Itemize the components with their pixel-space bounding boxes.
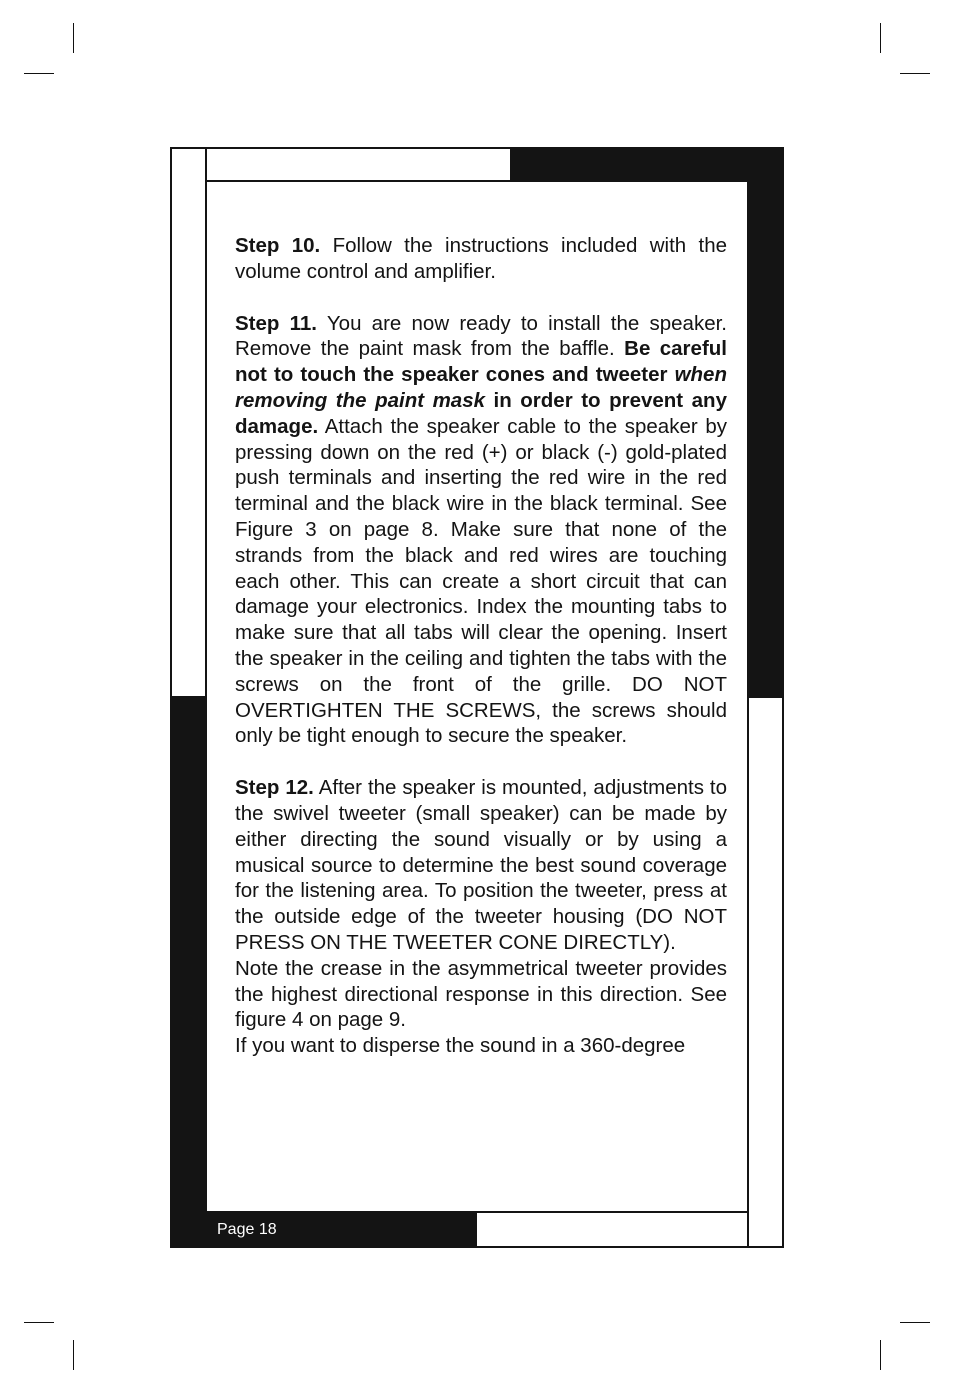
step-11-warning-italic: when removing the paint mask bbox=[235, 363, 727, 412]
step-11-label: Step 11. bbox=[235, 311, 318, 335]
step-11-warning-start: Be careful not to touch the speaker cones and tweeter bbox=[235, 337, 727, 387]
crop-mark-top-left-vertical bbox=[73, 23, 74, 53]
crop-mark-top-right-horizontal bbox=[900, 73, 930, 74]
page-frame bbox=[170, 147, 784, 1248]
step-12-paragraph bbox=[235, 775, 727, 956]
frame-top-white-panel bbox=[205, 147, 512, 182]
crop-mark-top-left-horizontal bbox=[24, 73, 54, 74]
step-12-label: Step 12. bbox=[235, 776, 314, 800]
crop-mark-bottom-right-horizontal bbox=[900, 1322, 930, 1323]
frame-right-white-panel bbox=[747, 696, 784, 1248]
crop-mark-bottom-left-vertical bbox=[73, 1340, 74, 1370]
step-11-intro: You are now ready to install the speaker. Remove the paint mask from the baffle. bbox=[235, 311, 728, 361]
step-11-paragraph bbox=[235, 311, 727, 750]
step-12-text: After the speaker is mounted, adjustments to the swivel tweeter (small speaker) can be made by either directing the sound visually or by using a musical source to determine the best sound coverage for the listening area. To position the tweeter, press at the outside edge of the tweeter housing (DO NOT PRESS ON THE TWEETER CONE DIRECTLY). bbox=[235, 776, 727, 954]
step-10-label: Step 10. bbox=[235, 234, 321, 257]
step-10-text: Follow the instructions included with the volume control and amplifier. bbox=[235, 234, 728, 283]
crop-mark-top-right-vertical bbox=[880, 23, 881, 53]
step-10-paragraph bbox=[235, 233, 727, 285]
step-12-continuation: If you want to disperse the sound in a 360-degree bbox=[235, 1034, 686, 1058]
frame-bottom-white-panel bbox=[475, 1211, 749, 1248]
frame-left-white-panel bbox=[170, 147, 207, 698]
crop-mark-bottom-right-vertical bbox=[880, 1340, 881, 1370]
page-number: Page 18 bbox=[217, 1221, 277, 1238]
instructions-text bbox=[235, 233, 727, 1059]
crop-mark-bottom-left-horizontal bbox=[24, 1322, 54, 1323]
step-11-body: Attach the speaker cable to the speaker by pressing down on the red (+) or black (-) gold-plated push terminals and inserting the red wire in the red terminal and the black wire in the black terminal. See Figure 3 on page 8. Make sure that none of the strands from the black and red wires are touching each other. This can create a short circuit that can damage your electronics. Index the mounting tabs to make sure that all tabs will clear the opening. Insert the speaker in the ceiling and tighten the tabs with the screws on the front of the grille. DO NOT OVERTIGHTEN THE SCREWS, the screws should only be tight enough to secure the speaker. bbox=[235, 414, 727, 748]
step-11-warning-end: in order to prevent any damage. bbox=[235, 388, 727, 438]
step-12-note: Note the crease in the asymmetrical tweeter provides the highest directional response in this direction. See figure 4 on page 9. bbox=[235, 956, 727, 1032]
